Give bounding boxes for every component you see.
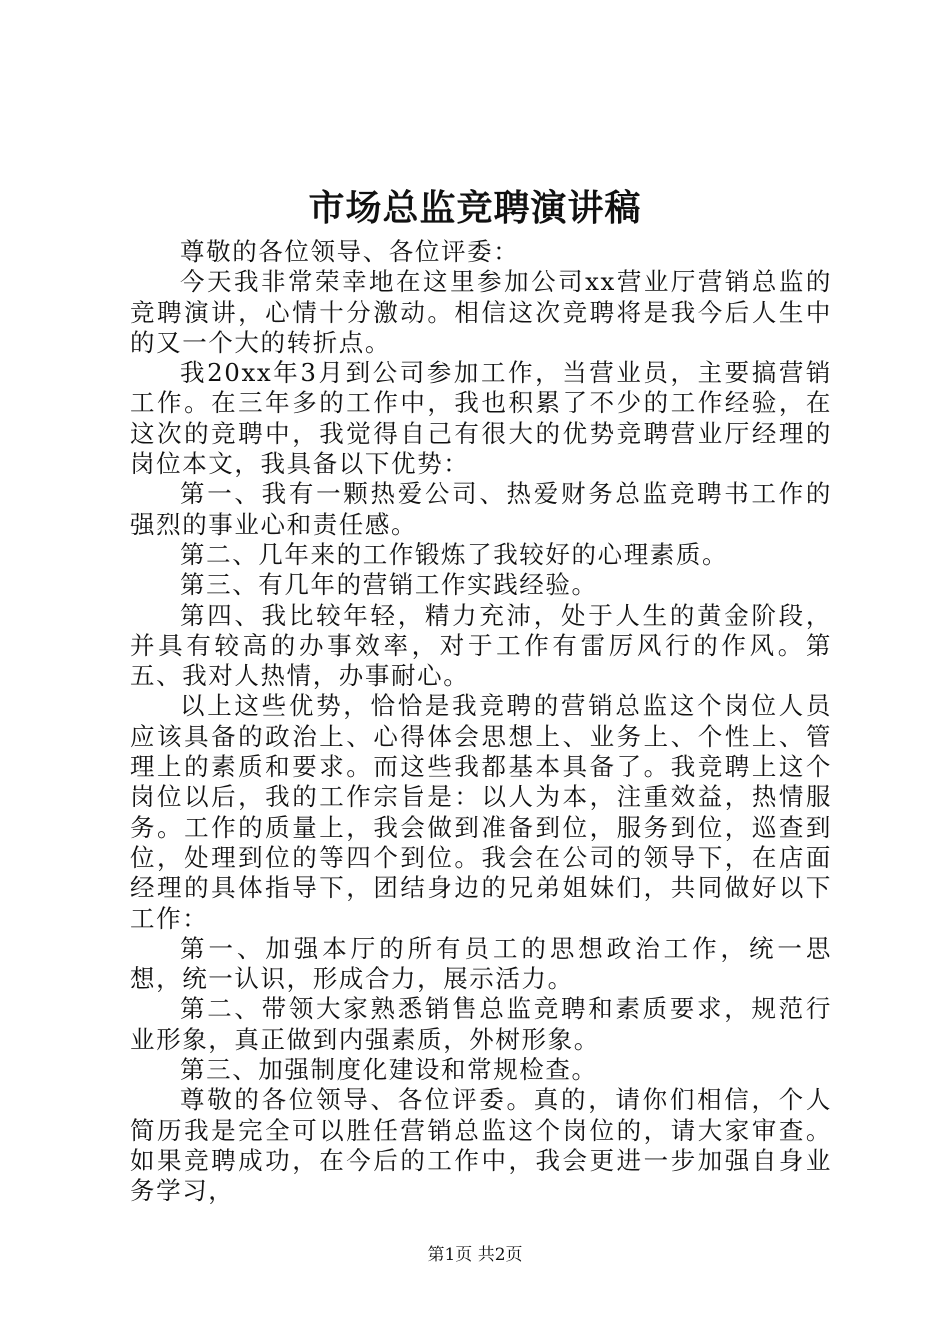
paragraph: 尊敬的各位领导、各位评委： (180, 237, 520, 266)
paragraph: 第一、加强本厅的所有员工的思想政治工作，统一思想，统一认识，形成合力，展示活力。 (130, 933, 832, 994)
paragraph: 第三、有几年的营销工作实践经验。 (180, 570, 598, 600)
paragraph: 第四、我比较年轻，精力充沛，处于人生的黄金阶段，并具有较高的办事效率，对于工作有雷厉风行的作风。第五、我对人热情，办事耐心。 (130, 600, 832, 691)
paragraph: 第三、加强制度化建设和常规检查。 (180, 1055, 598, 1085)
paragraph: 今天我非常荣幸地在这里参加公司xx营业厅营销总监的竞聘演讲，心情十分激动。相信这次竞聘将是我今后人生中的又一个大的转折点。 (130, 267, 832, 357)
paragraph: 第二、带领大家熟悉销售总监竞聘和素质要求，规范行业形象，真正做到内强素质，外树形象。 (130, 994, 832, 1054)
document-body (130, 237, 832, 1207)
paragraph: 第一、我有一颗热爱公司、热爱财务总监竞聘书工作的强烈的事业心和责任感。 (130, 479, 832, 539)
document-title: 市场总监竞聘演讲稿 (308, 187, 642, 229)
paragraph: 尊敬的各位领导、各位评委。真的，请你们相信，个人简历我是完全可以胜任营销总监这个岗位的，请大家审查。如果竞聘成功，在今后的工作中，我会更进一步加强自身业务学习， (130, 1085, 832, 1206)
paragraph: 我20xx年3月到公司参加工作，当营业员，主要搞营销工作。在三年多的工作中，我也积累了不少的工作经验，在这次的竞聘中，我觉得自己有很大的优势竞聘营业厅经理的岗位本文，我具备以下优势： (130, 358, 832, 479)
page-number: 第1页 共2页 (427, 1245, 523, 1265)
paragraph: 第二、几年来的工作锻炼了我较好的心理素质。 (180, 539, 729, 569)
paragraph: 以上这些优势，恰恰是我竞聘的营销总监这个岗位人员应该具备的政治上、心得体会思想上、业务上、个性上、管理上的素质和要求。而这些我都基本具备了。我竞聘上这个岗位以后，我的工作宗旨是：以人为本，注重效益，热情服务。工作的质量上，我会做到准备到位，服务到位，巡查到位，处理到位的等四个到位。我会在公司的领导下，在店面经理的具体指导下，团结身边的兄弟姐妹们，共同做好以下工作： (130, 691, 832, 933)
